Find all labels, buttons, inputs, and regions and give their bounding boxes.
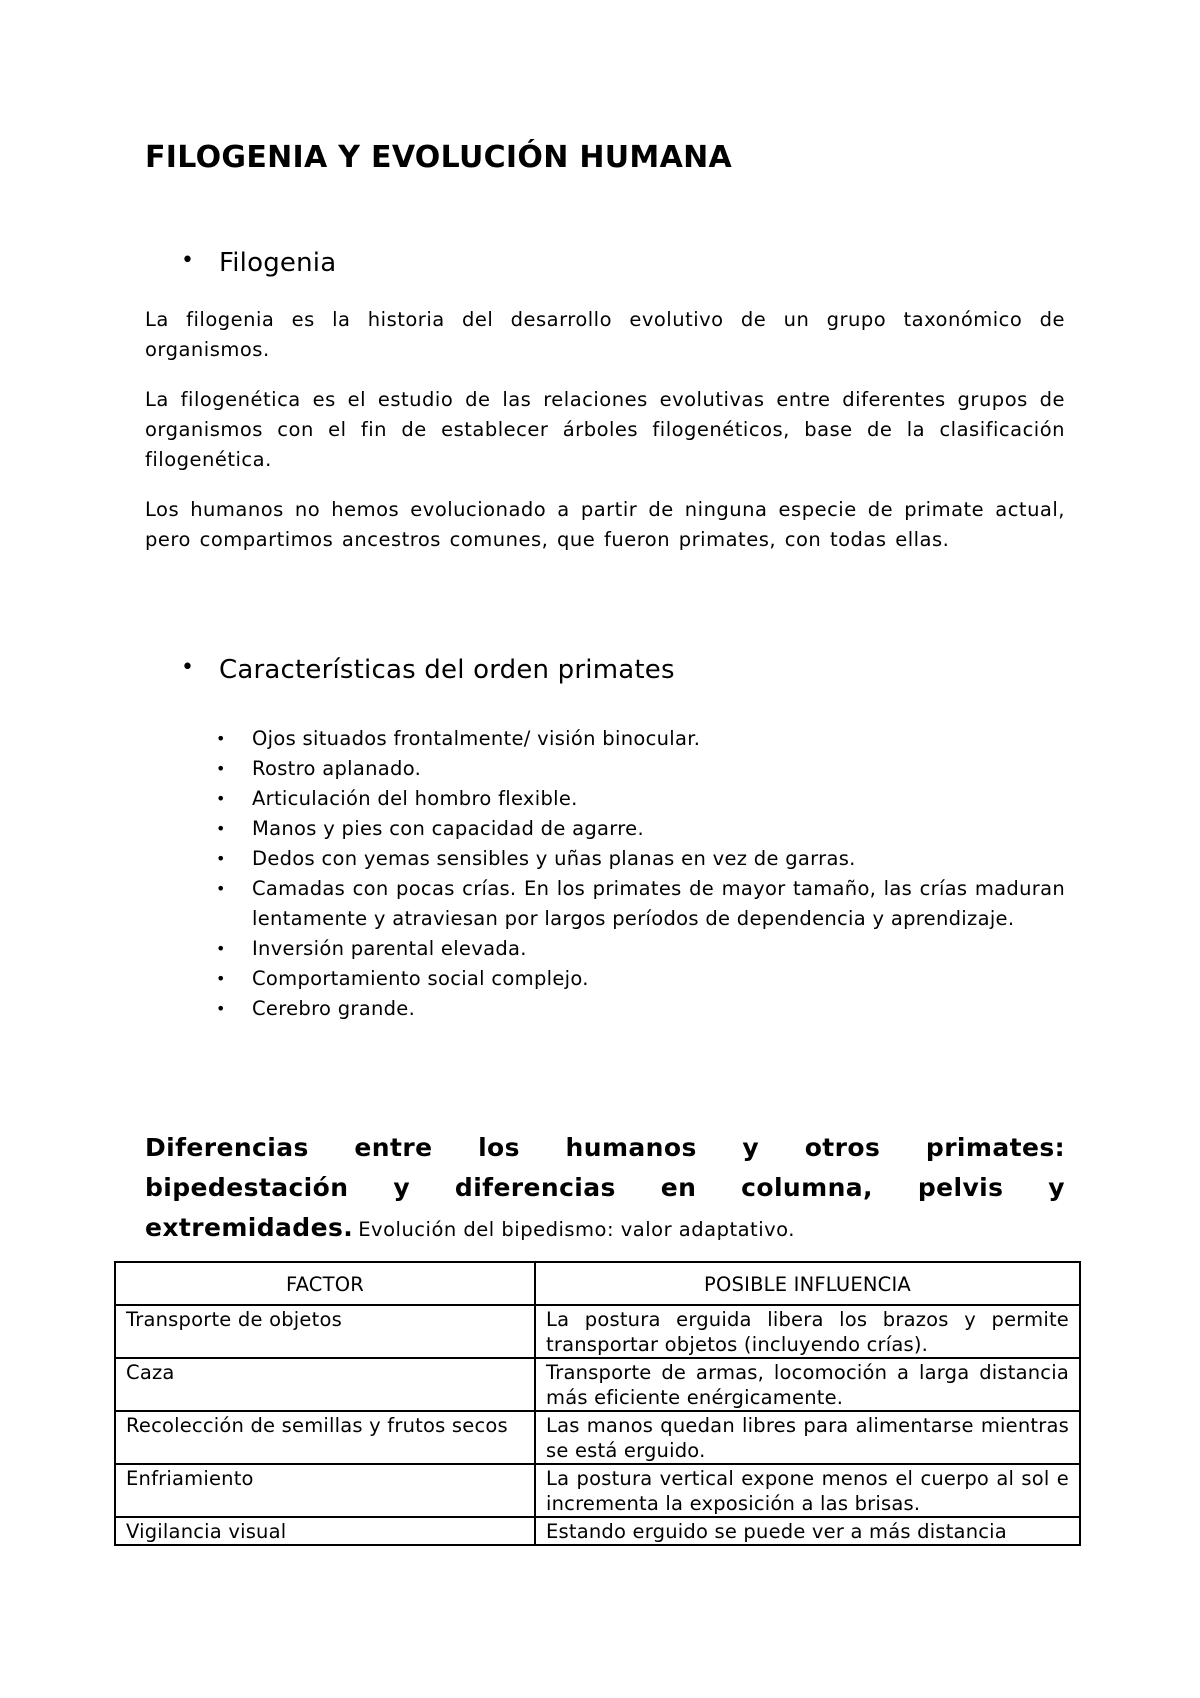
paragraph-filogenia-definition: La filogenia es la historia del desarrollo evolutivo de un grupo taxonómico de organismos. [145, 308, 1065, 361]
table-row [115, 1517, 1080, 1545]
list-item-text: Rostro aplanado. [252, 757, 422, 780]
list-item [145, 874, 1065, 934]
section-heading-text: Características del orden primates [219, 655, 675, 685]
table-row [115, 1411, 1080, 1464]
bullet-icon: • [216, 969, 226, 988]
table-cell-influence: Transporte de armas, locomoción a larga distancia más eficiente enérgicamente. [535, 1358, 1080, 1411]
bullet-icon: • [216, 939, 226, 958]
list-item [145, 754, 1065, 784]
table-cell-factor: Recolección de semillas y frutos secos [115, 1411, 535, 1464]
bullet-icon: • [216, 759, 226, 778]
bullet-icon: • [216, 729, 226, 748]
list-item [145, 964, 1065, 994]
list-item-text: Ojos situados frontalmente/ visión binocular. [252, 727, 701, 750]
bullet-icon: • [181, 248, 195, 273]
table-row [115, 1464, 1080, 1517]
list-item [145, 724, 1065, 754]
section-heading-primates [181, 655, 675, 685]
bipedalism-factors-table [114, 1261, 1081, 1546]
list-item [145, 994, 1065, 1024]
table-cell-factor: Enfriamiento [115, 1464, 535, 1517]
bullet-icon: • [216, 999, 226, 1018]
list-item-text: Manos y pies con capacidad de agarre. [252, 817, 644, 840]
table-row [115, 1305, 1080, 1358]
table-header-row [115, 1262, 1080, 1305]
table-cell-influence: Las manos quedan libres para alimentarse mientras se está erguido. [535, 1411, 1080, 1464]
table-cell-influence: Estando erguido se puede ver a más distancia [535, 1517, 1080, 1545]
bullet-icon: • [181, 655, 195, 680]
table-header-factor: FACTOR [115, 1262, 535, 1305]
bullet-icon: • [216, 819, 226, 838]
list-item [145, 844, 1065, 874]
paragraph-humanos-primates: Los humanos no hemos evolucionado a partir de ninguna especie de primate actual, pero compartimos ancestros comunes, que fueron primates, con todas ellas. [145, 498, 1065, 551]
differences-subheading: Evolución del bipedismo: valor adaptativo. [358, 1218, 795, 1241]
bullet-icon: • [216, 789, 226, 808]
section-heading-filogenia [181, 248, 336, 278]
document-title: FILOGENIA Y EVOLUCIÓN HUMANA [145, 140, 733, 175]
list-item-text: Dedos con yemas sensibles y uñas planas en vez de garras. [252, 847, 856, 870]
table-cell-influence: La postura erguida libera los brazos y permite transportar objetos (incluyendo crías). [535, 1305, 1080, 1358]
differences-heading: Diferencias entre los humanos y otros primates: bipedestación y diferencias en columna, pelvis y extremidades. [145, 1133, 1065, 1242]
list-item-text: Inversión parental elevada. [252, 937, 527, 960]
table-cell-factor: Vigilancia visual [115, 1517, 535, 1545]
differences-heading-block [145, 1128, 1065, 1250]
table-cell-factor: Caza [115, 1358, 535, 1411]
table-cell-factor: Transporte de objetos [115, 1305, 535, 1358]
list-item-text: Articulación del hombro flexible. [252, 787, 578, 810]
bullet-icon: • [216, 849, 226, 868]
section-heading-text: Filogenia [219, 248, 337, 278]
table-cell-influence: La postura vertical expone menos el cuerpo al sol e incrementa la exposición a las brisas. [535, 1464, 1080, 1517]
list-item [145, 934, 1065, 964]
list-item [145, 784, 1065, 814]
list-item-text: Cerebro grande. [252, 997, 416, 1020]
table-header-influence: POSIBLE INFLUENCIA [535, 1262, 1080, 1305]
list-item-text: Camadas con pocas crías. En los primates de mayor tamaño, las crías maduran lentamente y atraviesan por largos períodos de dependencia y aprendizaje. [252, 877, 1065, 930]
primate-features-list [145, 724, 1065, 1024]
list-item [145, 814, 1065, 844]
table-row [115, 1358, 1080, 1411]
paragraph-filogenetica-definition: La filogenética es el estudio de las relaciones evolutivas entre diferentes grupos de organismos con el fin de establecer árboles filogenéticos, base de la clasificación filogenética. [145, 388, 1065, 471]
list-item-text: Comportamiento social complejo. [252, 967, 589, 990]
bullet-icon: • [216, 879, 226, 898]
